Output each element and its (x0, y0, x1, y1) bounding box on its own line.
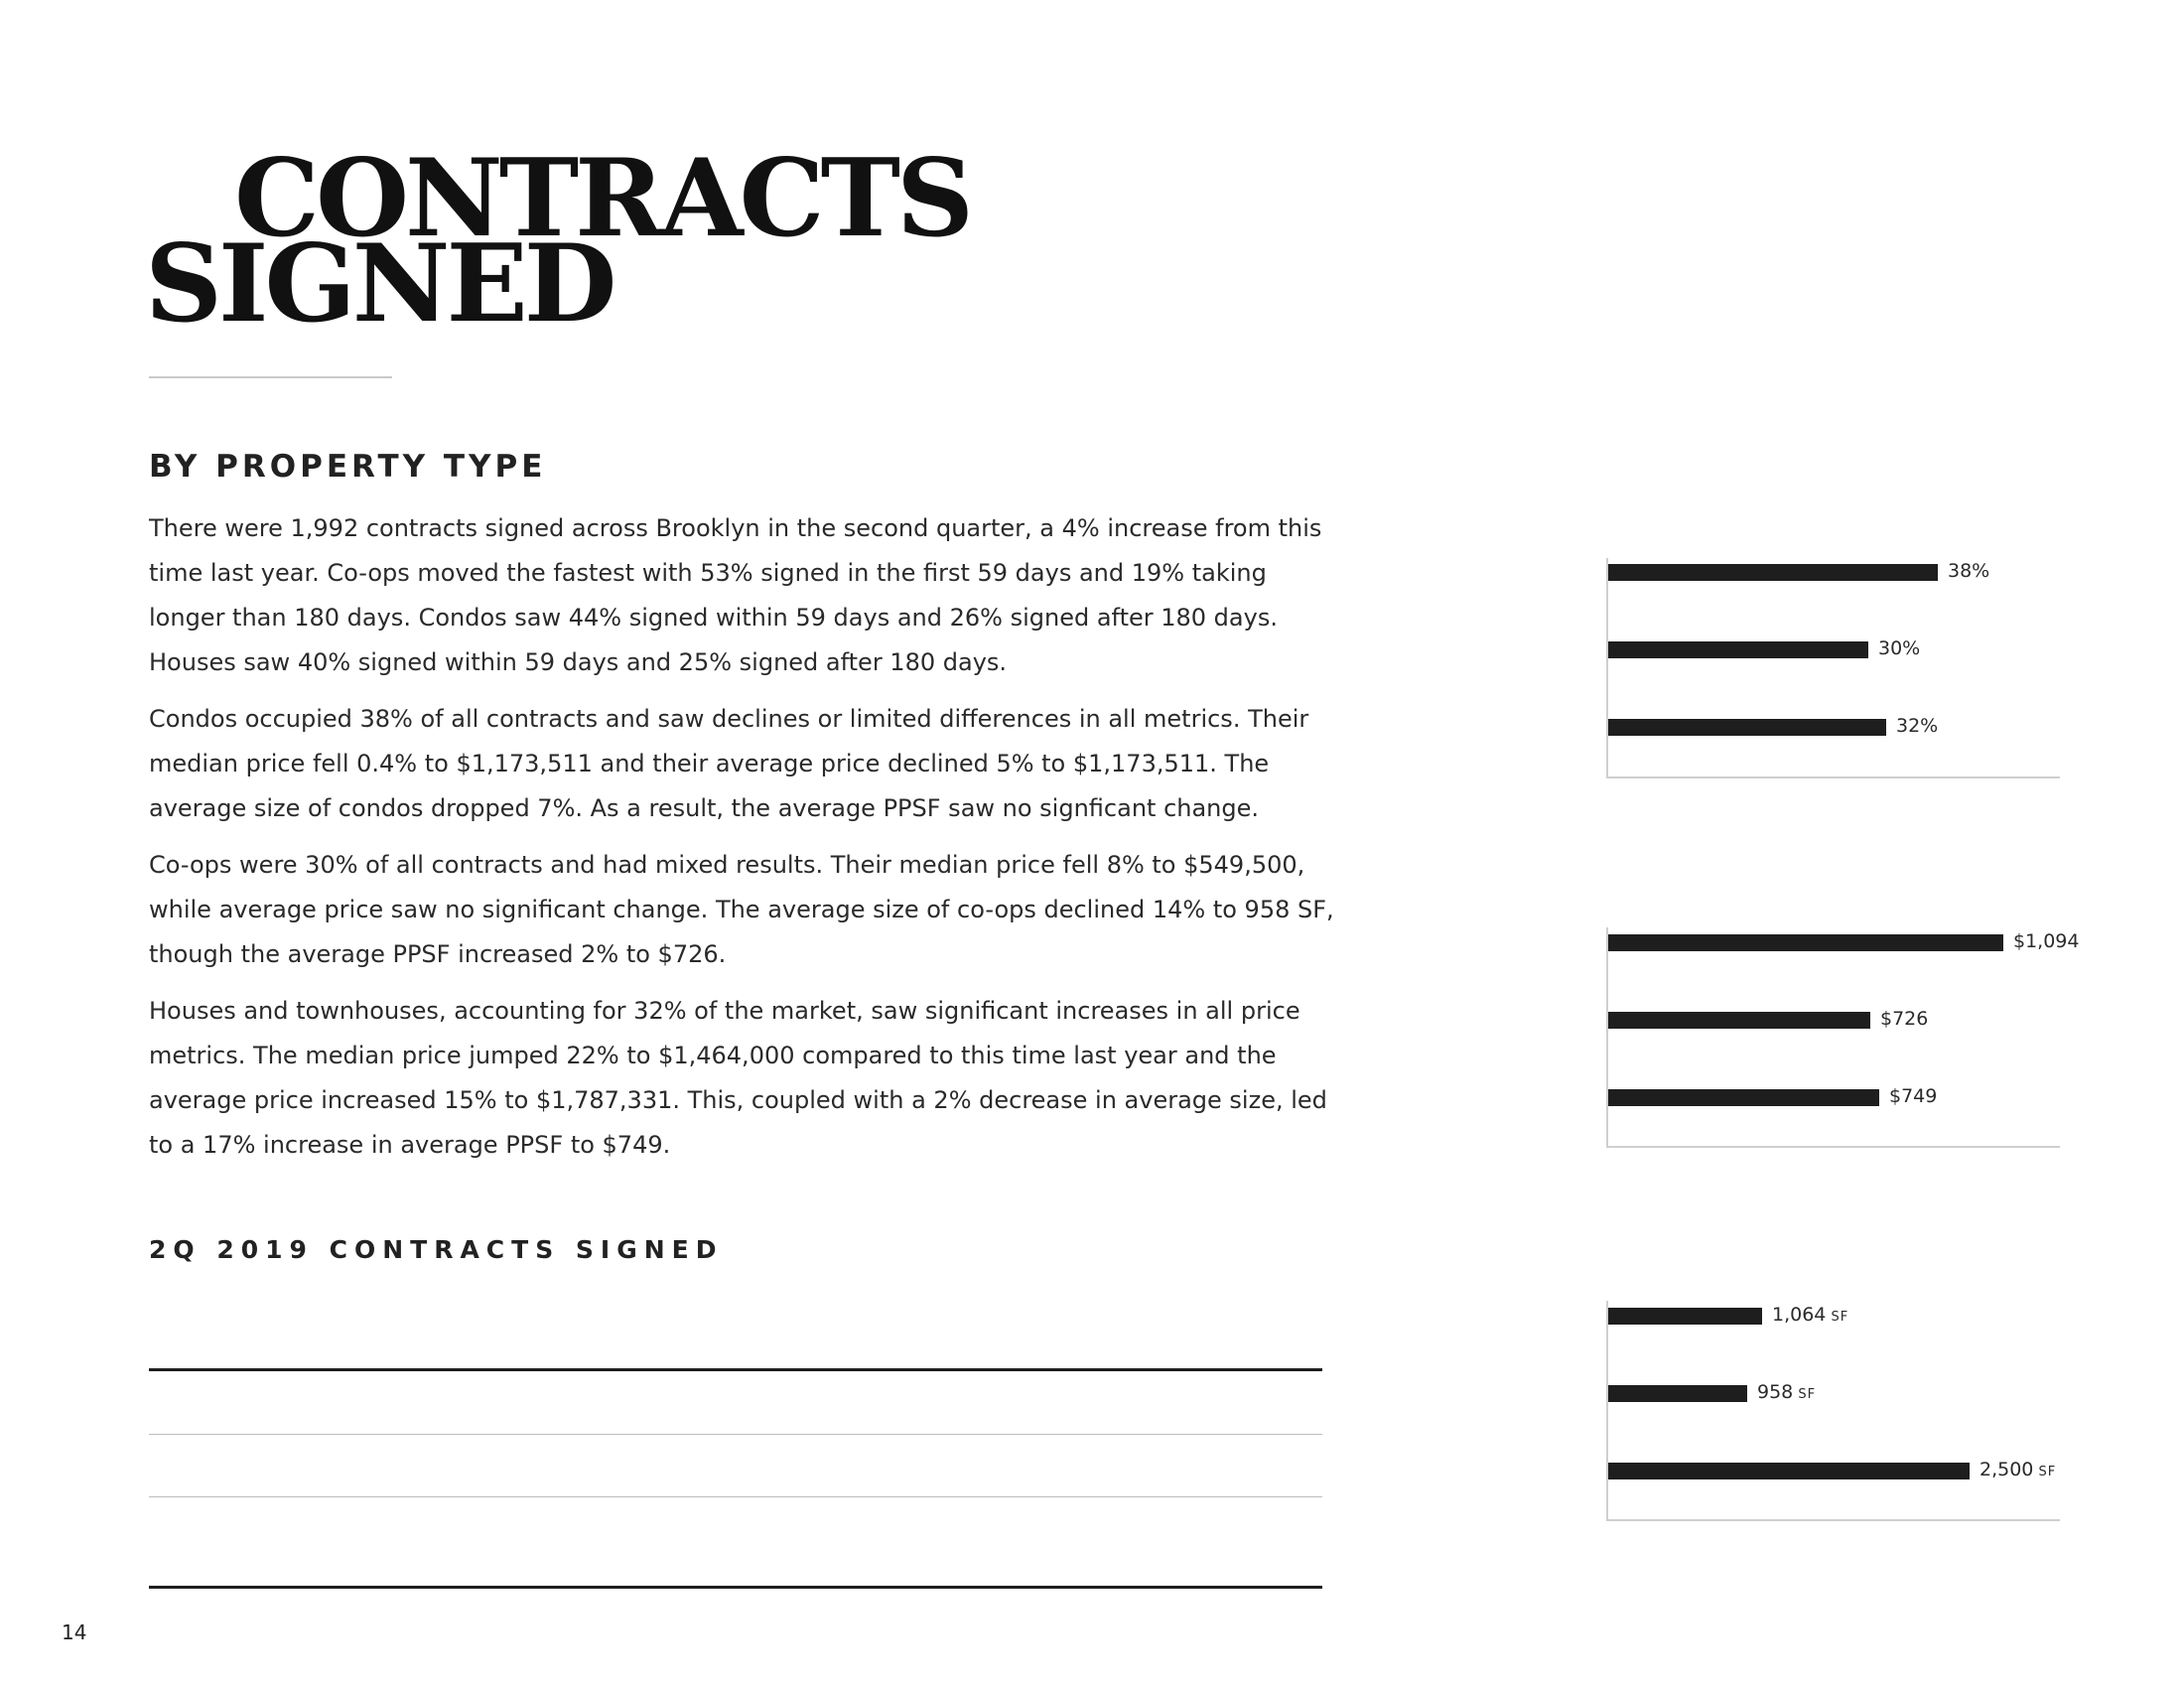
paragraph: There were 1,992 contracts signed across Brooklyn in the second quarter, a 4% increase from this time last year. Co-ops moved the fastest with 53% signed in the first 59 days and 19% taking longer than 180 days. Condos saw 44% signed within 59 days and 26% signed after 180 days. Houses saw 40% signed within 59 days and 25% signed after 180 days. (149, 514, 1322, 676)
chart-y-axis (1606, 1301, 1608, 1519)
chart-value-text: 32% (1896, 715, 1939, 737)
page-title-line-1: CONTRACTS (234, 136, 970, 261)
chart-bar (1608, 1012, 1870, 1029)
chart-value-label (1889, 1085, 1937, 1107)
chart-unit-suffix: SF (2033, 1465, 2057, 1479)
paragraph: Co-ops were 30% of all contracts and had mixed results. Their median price fell 8% to $549,500, while average price saw no significant change. The average size of co-ops declined 14% to 958 SF, though the average PPSF increased 2% to $726. (149, 851, 1334, 968)
chart-value-text: 30% (1878, 637, 1921, 659)
chart-y-axis (1606, 558, 1608, 776)
chart-bar (1608, 1089, 1879, 1106)
chart-value-text: $726 (1880, 1008, 1929, 1030)
chart-bar (1608, 641, 1868, 658)
chart-value-text: $749 (1889, 1085, 1938, 1107)
section-heading: BY PROPERTY TYPE (149, 449, 547, 485)
chart-value-label (1880, 1008, 1928, 1030)
table-row-divider (149, 1434, 1322, 1435)
chart-value-label (1878, 637, 1920, 659)
chart-value-label (1772, 1304, 1848, 1326)
chart-x-axis (1606, 776, 2060, 778)
chart-value-label (1757, 1381, 1816, 1403)
chart-y-axis (1606, 927, 1608, 1146)
chart-value-text: 2,500 (1979, 1459, 2034, 1480)
chart-x-axis (1606, 1519, 2060, 1521)
chart-value-label (1979, 1459, 2056, 1480)
table-title: 2Q 2019 CONTRACTS SIGNED (149, 1235, 724, 1264)
chart-bar (1608, 719, 1886, 736)
chart-value-label (1948, 560, 1989, 582)
table-header-rule (149, 1368, 1322, 1371)
chart-unit-suffix: SF (1826, 1310, 1849, 1325)
body-text (149, 506, 1340, 1180)
chart-value-text: 1,064 (1772, 1304, 1827, 1326)
chart-value-text: 38% (1948, 560, 1990, 582)
chart-bar (1608, 934, 2003, 951)
chart-value-text: $1,094 (2013, 930, 2080, 952)
chart-bar (1608, 1463, 1970, 1479)
page-title-line-2: SIGNED (145, 221, 614, 347)
table-row-divider (149, 1496, 1322, 1497)
chart-bar (1608, 564, 1938, 581)
chart-value-label (2013, 930, 2079, 952)
chart-bar (1608, 1308, 1762, 1325)
chart-bar (1608, 1385, 1747, 1402)
chart-value-text: 958 (1757, 1381, 1794, 1403)
paragraph: Houses and townhouses, accounting for 32% of the market, saw significant increases in all price metrics. The median price jumped 22% to $1,464,000 compared to this time last year and the average price increased 15% to $1,787,331. This, coupled with a 2% decrease in average size, led to a 17% increase in average PPSF to $749. (149, 997, 1327, 1159)
paragraph: Condos occupied 38% of all contracts and saw declines or limited differences in all metrics. Their median price fell 0.4% to $1,173,511 and their average price declined 5% to $1,173,511. The average size of condos dropped 7%. As a result, the average PPSF saw no signficant change. (149, 705, 1309, 822)
chart-x-axis (1606, 1146, 2060, 1148)
title-divider (149, 376, 392, 378)
table-bottom-rule (149, 1586, 1322, 1589)
chart-unit-suffix: SF (1793, 1387, 1817, 1402)
page-number: 14 (62, 1620, 87, 1644)
chart-value-label (1896, 715, 1938, 737)
